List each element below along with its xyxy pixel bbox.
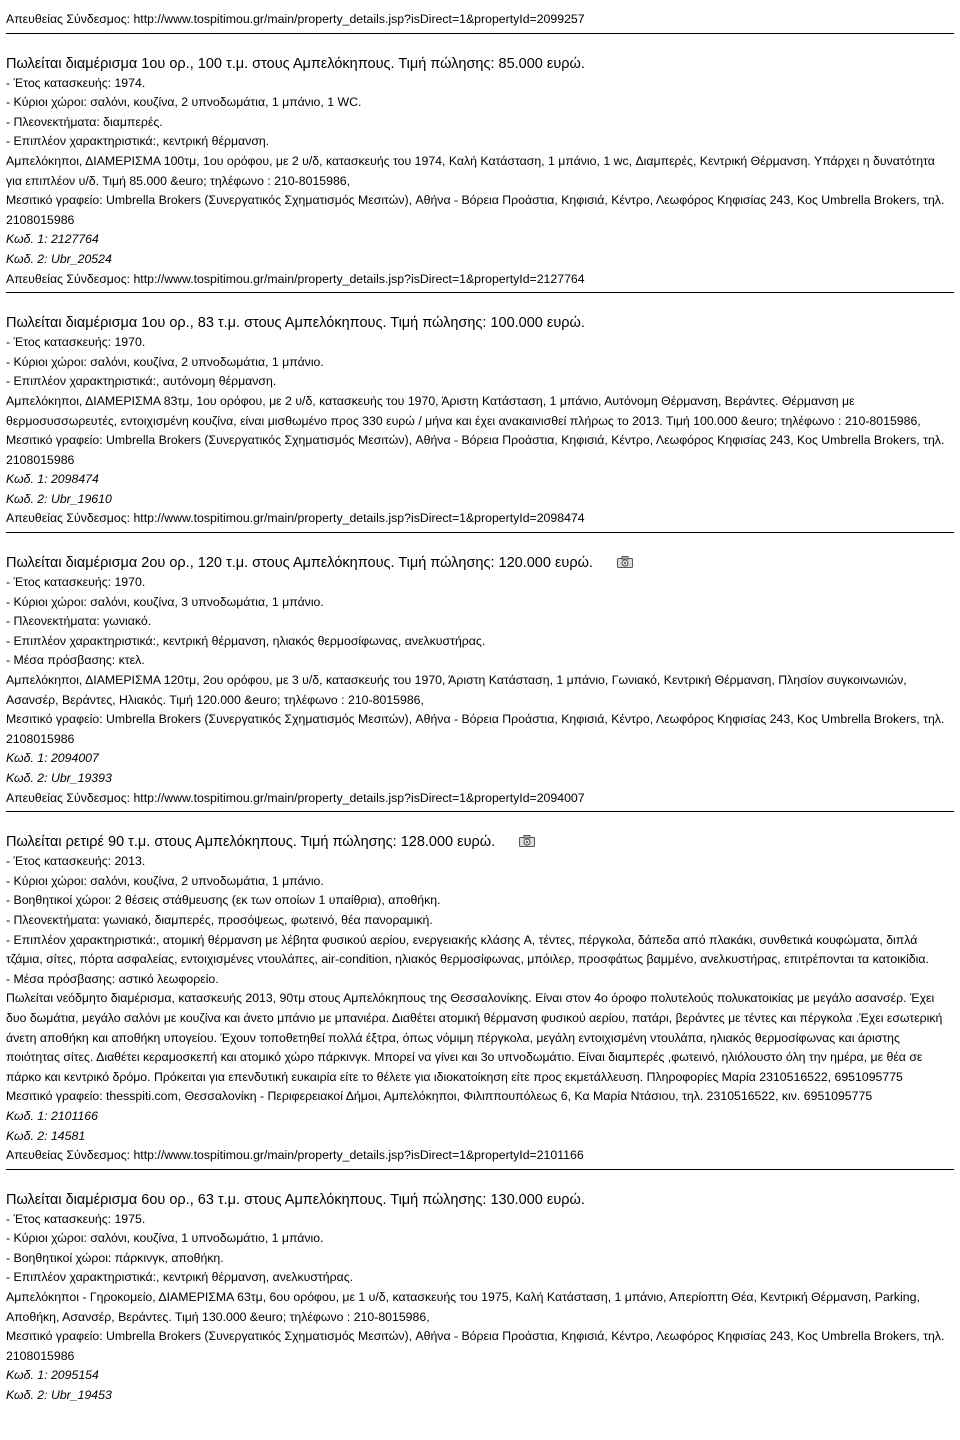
listing-description: Αμπελόκηποι, ΔΙΑΜΕΡΙΣΜΑ 120τμ, 2ου ορόφου, με 3 υ/δ, κατασκευής του 1970, Άριστη Κατάσταση, 1 μπάνιο, Γωνιακό, Κεντρική Θέρμανση, Πλησίον συγκοινωνιών, Ασανσέρ, Βεράντες, Ηλιακός. Τιμή 120.000 &euro; τηλέφωνο : 210-8015986, (6, 673, 907, 707)
detail-line: - Έτος κατασκευής: 1970. (6, 335, 146, 350)
direct-link: Απευθείας Σύνδεσμος: http://www.tospitimou.gr/main/property_details.jsp?isDirect=1&propertyId=2094007 (6, 790, 585, 805)
listing (6, 553, 954, 812)
detail-line: - Βοηθητικοί χώροι: πάρκινγκ, αποθήκη. (6, 1250, 224, 1265)
agency-info: Μεσιτικό γραφείο: Umbrella Brokers (Συνεργατικός Σχηματισμός Μεσιτών), Αθήνα - Βόρεια Προάστια, Κηφισιά, Κέντρο, Λεωφόρος Κηφισίας 243, Κος Umbrella Brokers, τηλ. 2108015986 (6, 712, 945, 746)
listing-description: Αμπελόκηποι, ΔΙΑΜΕΡΙΣΜΑ 83τμ, 1ου ορόφου, με 2 υ/δ, κατασκευής του 1970, Άριστη Κατάσταση, 1 μπάνιο, Αυτόνομη Θέρμανση, Βεράντες. Θέρμανση με θερμοσυσσωρευτές, εντοιχισμένη κουζίνα, είναι μισθωμένο προς 330 ευρώ / μήνα και έχει ανακαινισθεί πλήρως το 2013. Τιμή 100.000 &euro; τηλέφωνο : 210-8015986, (6, 393, 921, 428)
detail-line: - Επιπλέον χαρακτηριστικά:, ατομική θέρμανση με λέβητα φυσικού αερίου, ενεργειακής κλάσης A, τέντες, πέργκολα, δάπεδα από πλακάκι, συνθετικά κουφώματα, διπλά τζάμια, σίτες, πόρτα ασφαλείας, εντοιχισμένες ντουλάπες, air-condition, ηλιακός θερμοσίφωνας, μπόιλερ, προσφάτως βαμμένο, ανελκυστήρας, επιτρέπονται τα κατοικίδια. (6, 932, 929, 967)
listing-description: Αμπελόκηποι, ΔΙΑΜΕΡΙΣΜΑ 100τμ, 1ου ορόφου, με 2 υ/δ, κατασκευής του 1974, Καλή Κατάσταση, 1 μπάνιο, 1 wc, Διαμπερές, Κεντρική Θέρμανση. Υπάρχει η δυνατότητα για επιπλέον υ/δ. Τιμή 85.000 &euro; τηλέφωνο : 210-8015986, (6, 153, 935, 188)
detail-line: - Πλεονεκτήματα: γωνιακό, διαμπερές, προσόψεως, φωτεινό, θέα πανοραμική. (6, 912, 433, 927)
detail-line: - Έτος κατασκευής: 1970. (6, 575, 146, 590)
listing (6, 313, 954, 533)
camera-icon[interactable] (519, 835, 535, 847)
direct-link: Απευθείας Σύνδεσμος: http://www.tospitimou.gr/main/property_details.jsp?isDirect=1&propertyId=2101166 (6, 1148, 584, 1163)
listing-title-row (6, 832, 954, 852)
detail-line: - Κύριοι χώροι: σαλόνι, κουζίνα, 2 υπνοδωμάτια, 1 μπάνιο. (6, 873, 324, 888)
direct-link: Απευθείας Σύνδεσμος: http://www.tospitimou.gr/main/property_details.jsp?isDirect=1&propertyId=2098474 (6, 511, 585, 526)
code-1: Κωδ. 1: 2101166 (6, 1108, 98, 1123)
code-1: Κωδ. 1: 2098474 (6, 472, 99, 487)
separator-line (6, 1169, 954, 1170)
code-1: Κωδ. 1: 2094007 (6, 751, 99, 766)
code-2: Κωδ. 2: Ubr_19393 (6, 771, 112, 785)
agency-info: Μεσιτικό γραφείο: thesspiti.com, Θεσσαλονίκη - Περιφερειακοί Δήμοι, Αμπελόκηποι, Φιλιππουπόλεως 6, Κα Μαρία Ντάσιου, τηλ. 2310516522, κιν. 6951095775 (6, 1089, 873, 1104)
listing-description: Αμπελόκηποι - Γηροκομείο, ΔΙΑΜΕΡΙΣΜΑ 63τμ, 6ου ορόφου, με 1 υ/δ, κατασκευής του 1975, Καλή Κατάσταση, 1 μπάνιο, Απερίοπτη Θέα, Κεντρική Θέρμανση, Parking, Αποθήκη, Ασανσέρ, Βεράντες. Τιμή 130.000 &euro; τηλέφωνο : 210-8015986, (6, 1290, 920, 1324)
separator-line (6, 33, 954, 34)
detail-line: - Μέσα πρόσβασης: αστικό λεωφορείο. (6, 971, 219, 986)
code-1: Κωδ. 1: 2095154 (6, 1368, 99, 1383)
direct-link: Απευθείας Σύνδεσμος: http://www.tospitimou.gr/main/property_details.jsp?isDirect=1&propertyId=2127764 (6, 271, 585, 286)
detail-line: - Κύριοι χώροι: σαλόνι, κουζίνα, 2 υπνοδωμάτια, 1 μπάνιο. (6, 354, 324, 369)
listing-title: Πωλείται ρετιρέ 90 τ.μ. στους Αμπελόκηπους. Τιμή πώλησης: 128.000 ευρώ. (6, 834, 496, 851)
detail-line: - Κύριοι χώροι: σαλόνι, κουζίνα, 3 υπνοδωμάτια, 1 μπάνιο. (6, 594, 324, 609)
detail-line: - Επιπλέον χαρακτηριστικά:, κεντρική θέρμανση. (6, 134, 270, 149)
listing (6, 54, 954, 294)
agency-info: Μεσιτικό γραφείο: Umbrella Brokers (Συνεργατικός Σχηματισμός Μεσιτών), Αθήνα - Βόρεια Προάστια, Κηφισιά, Κέντρο, Λεωφόρος Κηφισίας 243, Κος Umbrella Brokers, τηλ. 2108015986 (6, 193, 945, 227)
direct-link: Απευθείας Σύνδεσμος: http://www.tospitimou.gr/main/property_details.jsp?isDirect=1&propertyId=2099257 (6, 12, 585, 26)
separator-line (6, 532, 954, 533)
detail-line: - Πλεονεκτήματα: διαμπερές. (6, 114, 163, 129)
code-1: Κωδ. 1: 2127764 (6, 232, 99, 247)
detail-line: - Επιπλέον χαρακτηριστικά:, κεντρική θέρμανση, ηλιακός θερμοσίφωνας, ανελκυστήρας. (6, 633, 486, 648)
detail-line: - Βοηθητικοί χώροι: 2 θέσεις στάθμευσης (εκ των οποίων 1 υπαίθρια), αποθήκη. (6, 893, 441, 908)
separator-line (6, 811, 954, 812)
detail-line: - Κύριοι χώροι: σαλόνι, κουζίνα, 1 υπνοδωμάτιο, 1 μπάνιο. (6, 1231, 324, 1246)
detail-line: - Επιπλέον χαρακτηριστικά:, αυτόνομη θέρμανση. (6, 374, 277, 389)
agency-info: Μεσιτικό γραφείο: Umbrella Brokers (Συνεργατικός Σχηματισμός Μεσιτών), Αθήνα - Βόρεια Προάστια, Κηφισιά, Κέντρο, Λεωφόρος Κηφισίας 243, Κος Umbrella Brokers, τηλ. 2108015986 (6, 433, 945, 467)
detail-line: - Μέσα πρόσβασης: κτελ. (6, 653, 145, 668)
listing-title-row (6, 553, 954, 573)
listing-title: Πωλείται διαμέρισμα 2ου ορ., 120 τ.μ. στους Αμπελόκηπους. Τιμή πώλησης: 120.000 ευρώ. (6, 555, 593, 572)
listing-title: Πωλείται διαμέρισμα 6ου ορ., 63 τ.μ. στους Αμπελόκηπους. Τιμή πώλησης: 130.000 ευρώ. (6, 1191, 585, 1208)
detail-line: - Κύριοι χώροι: σαλόνι, κουζίνα, 2 υπνοδωμάτια, 1 μπάνιο, 1 WC. (6, 95, 362, 110)
detail-line: - Πλεονεκτήματα: γωνιακό. (6, 614, 152, 629)
detail-line: - Επιπλέον χαρακτηριστικά:, κεντρική θέρμανση, ανελκυστήρας. (6, 1270, 354, 1285)
detail-line: - Έτος κατασκευής: 1975. (6, 1211, 146, 1226)
listing (6, 832, 954, 1170)
listing-title: Πωλείται διαμέρισμα 1ου ορ., 100 τ.μ. στους Αμπελόκηπους. Τιμή πώλησης: 85.000 ευρώ. (6, 55, 585, 72)
detail-line: - Έτος κατασκευής: 2013. (6, 854, 146, 869)
separator-line (6, 292, 954, 293)
camera-icon[interactable] (617, 556, 633, 568)
listing (6, 1190, 954, 1406)
listing-title: Πωλείται διαμέρισμα 1ου ορ., 83 τ.μ. στους Αμπελόκηπους. Τιμή πώλησης: 100.000 ευρώ. (6, 315, 585, 332)
detail-line: - Έτος κατασκευής: 1974. (6, 75, 146, 90)
code-2: Κωδ. 2: Ubr_19453 (6, 1388, 112, 1403)
agency-info: Μεσιτικό γραφείο: Umbrella Brokers (Συνεργατικός Σχηματισμός Μεσιτών), Αθήνα - Βόρεια Προάστια, Κηφισιά, Κέντρο, Λεωφόρος Κηφισίας 243, Κος Umbrella Brokers, τηλ. 2108015986 (6, 1329, 945, 1363)
code-2: Κωδ. 2: Ubr_20524 (6, 251, 112, 266)
code-2: Κωδ. 2: 14581 (6, 1128, 86, 1143)
code-2: Κωδ. 2: Ubr_19610 (6, 491, 112, 506)
listing-description: Πωλείται νεόδμητο διαμέρισμα, κατασκευής 2013, 90τμ στους Αμπελόκηπους της Θεσσαλονίκης. Είναι στον 4ο όροφο πολυτελούς πολυκατοικίας με μεγάλο ασανσέρ. Έχει δυο δωμάτια, μεγάλο σαλόνι με κουζίνα και άνετο μπάνιο με μπανιέρα. Διαθέτει ατομική θέρμανση φυσικού αερίου, πατάρι, βεράντες με τέντες και πέργκολα .Έχει εσωτερική άνετη αποθήκη και αποθήκη υπογείου. Έχουν τοποθετηθεί πολλά έξτρα, όπως νόμιμη πέργκολα, μεγάλη εντοιχισμένη ντουλάπα, ηλιακός θερμοσίφωνας και άριστης ποιότητας σίτες. Διαθέτει κεραμοσκεπή και ατομικό χώρο πάρκινγκ. Μπορεί να γίνει και 3ο υπνοδωμάτιο. Είναι διαμπερές ,φωτεινό, ηλιόλουστο όλη την ημέρα, με θέα σε πάρκο και κεντρικό δρόμο. Πρόκειται για επενδυτική ευκαιρία είτε το θέλετε για ιδιοκατοίκηση είτε προς εκμετάλλευση. Πληροφορίες Μαρία 2310516522, 6951095775 (6, 991, 943, 1084)
